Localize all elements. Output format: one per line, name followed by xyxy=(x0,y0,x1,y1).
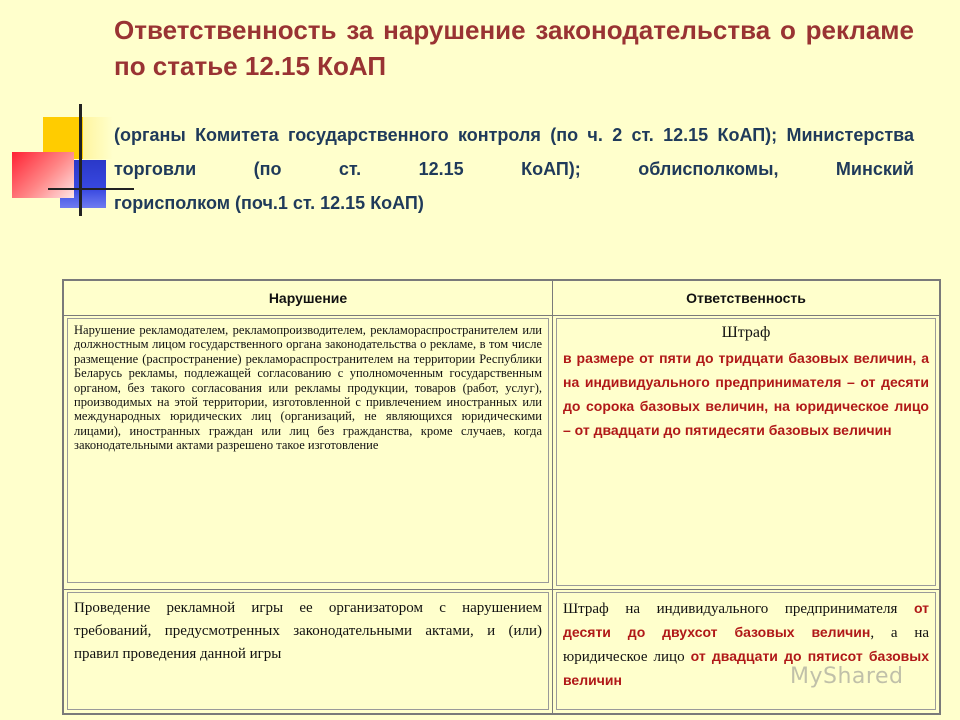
header-violation: Нарушение xyxy=(64,281,553,316)
fine-part-1: Штраф на индивидуального предпринимателя xyxy=(563,601,914,617)
fine-detail: в размере от пяти до тридцати базовых величин, а на индивидуального предпринимателя – от десяти до сорока базовых величин, на юридическое лицо – от двадцати до пятидесяти базовых величин xyxy=(563,350,929,438)
header-responsibility: Ответственность xyxy=(553,281,940,316)
table-header-row xyxy=(64,281,940,316)
slide-title: Ответственность за нарушение законодательства о рекламе по статье 12.15 КоАП xyxy=(114,15,914,81)
violation-text: Нарушение рекламодателем, рекламопроизводителем, рекламораспространителем или должностным лицом государственного органа законодательства о рекламе, в том числе размещение (распространение) рекламораспространителем на территории Республики Беларусь рекламы, подлежащей согласованию с уполномоченным государственным органом, без такого согласования или рекламы продукции, товаров (работ, услуг), производимых на этой территории, изготовленной с привлечением иностранных или международных юридических лиц (организаций, не являющихся юридическими лицами), иностранных граждан или лиц без гражданства, кроме случаев, когда законодательными актами разрешено такое изготовление xyxy=(67,318,549,583)
vertical-line xyxy=(79,104,82,216)
red-square xyxy=(12,152,74,198)
violation-text: Проведение рекламной игры ее организатором с нарушением требований, предусмотренных законодательными актами, и (или) правил проведения данной игры xyxy=(67,592,549,710)
glow-square xyxy=(83,117,113,159)
table-row xyxy=(64,590,940,714)
liability-table xyxy=(63,280,940,714)
watermark: MyShared xyxy=(790,664,904,689)
fine-part-2: от десяти до двухсот базовых величин xyxy=(563,600,929,640)
fine-part-3: , а на юридическое лицо xyxy=(563,625,929,665)
subtitle-main: (органы Комитета государственного контроля (по ч. 2 ст. 12.15 КоАП); Министерства торговли (по ст. 12.15 КоАП); облисполкомы, Минский xyxy=(114,125,914,179)
responsibility-cell xyxy=(553,316,940,590)
decorative-squares xyxy=(0,0,130,230)
fine-label: Штраф xyxy=(721,324,771,341)
slide-subtitle xyxy=(114,118,914,220)
responsibility-box xyxy=(556,318,936,586)
responsibility-text xyxy=(556,592,936,710)
fine-part-4: от двадцати до пятисот базовых величин xyxy=(563,648,929,688)
table-row xyxy=(64,316,940,590)
subtitle-tail: горисполком (поч.1 ст. 12.15 КоАП) xyxy=(114,193,424,213)
responsibility-cell xyxy=(553,590,940,714)
violation-cell xyxy=(64,590,553,714)
violation-cell xyxy=(64,316,553,590)
